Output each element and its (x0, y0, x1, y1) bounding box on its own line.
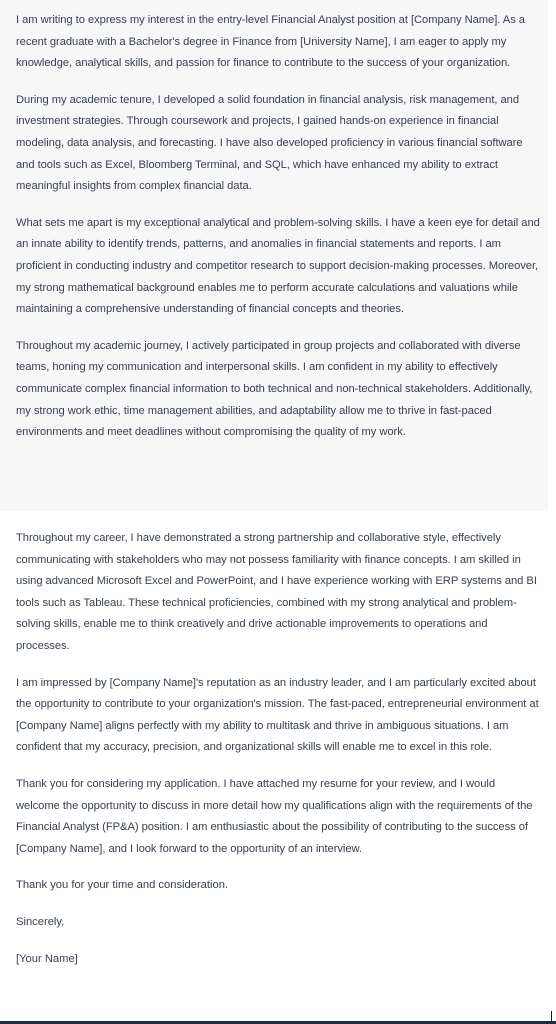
text-cursor-mark (551, 1011, 552, 1021)
paragraph-thanks: Thank you for your time and consideration. (16, 879, 229, 892)
paragraph-analytical-skills: What sets me apart is my exceptional analytical and problem-solving skills. I have a keen eye for detail and an innate ability to identify trends, patterns, and anomalies in financial statements and reports. I am proficient in conducting industry and competitor research to support decision-making processes. Moreover, my strong mathematical background enables me to perform accurate calculations and valuations while maintaining a comprehensive understanding of financial concepts and theories. (16, 216, 540, 316)
paragraph-interest: I am writing to express my interest in the entry-level Financial Analyst position at [Company Name]. As a recent graduate with a Bachelor's degree in Finance from [University Name], I am eager to apply my knowledge, analytical skills, and passion for finance to contribute to the success of your organization. (16, 14, 525, 70)
signoff: Sincerely, (16, 915, 65, 928)
right-margin (548, 0, 556, 1024)
letter-section-bottom (0, 515, 548, 1020)
paragraph-closing-request: Thank you for considering my application. I have attached my resume for your review, and I would welcome the opportunity to discuss in more detail how my qualifications align with the requirements of the Financial Analyst (FP&A) position. I am enthusiastic about the possibility of contributing to the success of [Company Name], and I look forward to the opportunity of an interview. (16, 777, 533, 855)
letter-section-top (0, 0, 548, 511)
paragraph-academic-foundation: During my academic tenure, I developed a solid foundation in financial analysis, risk management, and investment strategies. Through coursework and projects, I gained hands-on experience in financial modeling, data analysis, and forecasting. I have also developed proficiency in various financial software and tools such as Excel, Bloomberg Terminal, and SQL, which have enhanced my ability to extract meaningful insights from complex financial data. (16, 93, 523, 193)
signature-name: [Your Name] (16, 952, 78, 965)
paragraph-teamwork: Throughout my academic journey, I actively participated in group projects and collaborated with diverse teams, honing my communication and interpersonal skills. I am confident in my ability to effectively communicate complex financial information to both technical and non-technical stakeholders. Additionally, my strong work ethic, time management abilities, and adaptability allow me to thrive in fast-paced environments and meet deadlines without compromising the quality of my work. (16, 339, 533, 439)
paragraph-career-partnership: Throughout my career, I have demonstrated a strong partnership and collaborative style, effectively communicating with stakeholders who may not possess familiarity with finance concepts. I am skilled in using advanced Microsoft Excel and PowerPoint, and I have experience working with ERP systems and BI tools such as Tableau. These technical proficiencies, combined with my strong analytical and problem-solving skills, enable me to think creatively and drive actionable improvements to operations and processes. (16, 532, 537, 652)
paragraph-company-fit: I am impressed by [Company Name]'s reputation as an industry leader, and I am particularly excited about the opportunity to contribute to your organization's mission. The fast-paced, entrepreneurial environment at [Company Name] aligns perfectly with my ability to multitask and thrive in ambiguous situations. I am confident that my accuracy, precision, and organizational skills will enable me to excel in this role. (16, 676, 539, 754)
